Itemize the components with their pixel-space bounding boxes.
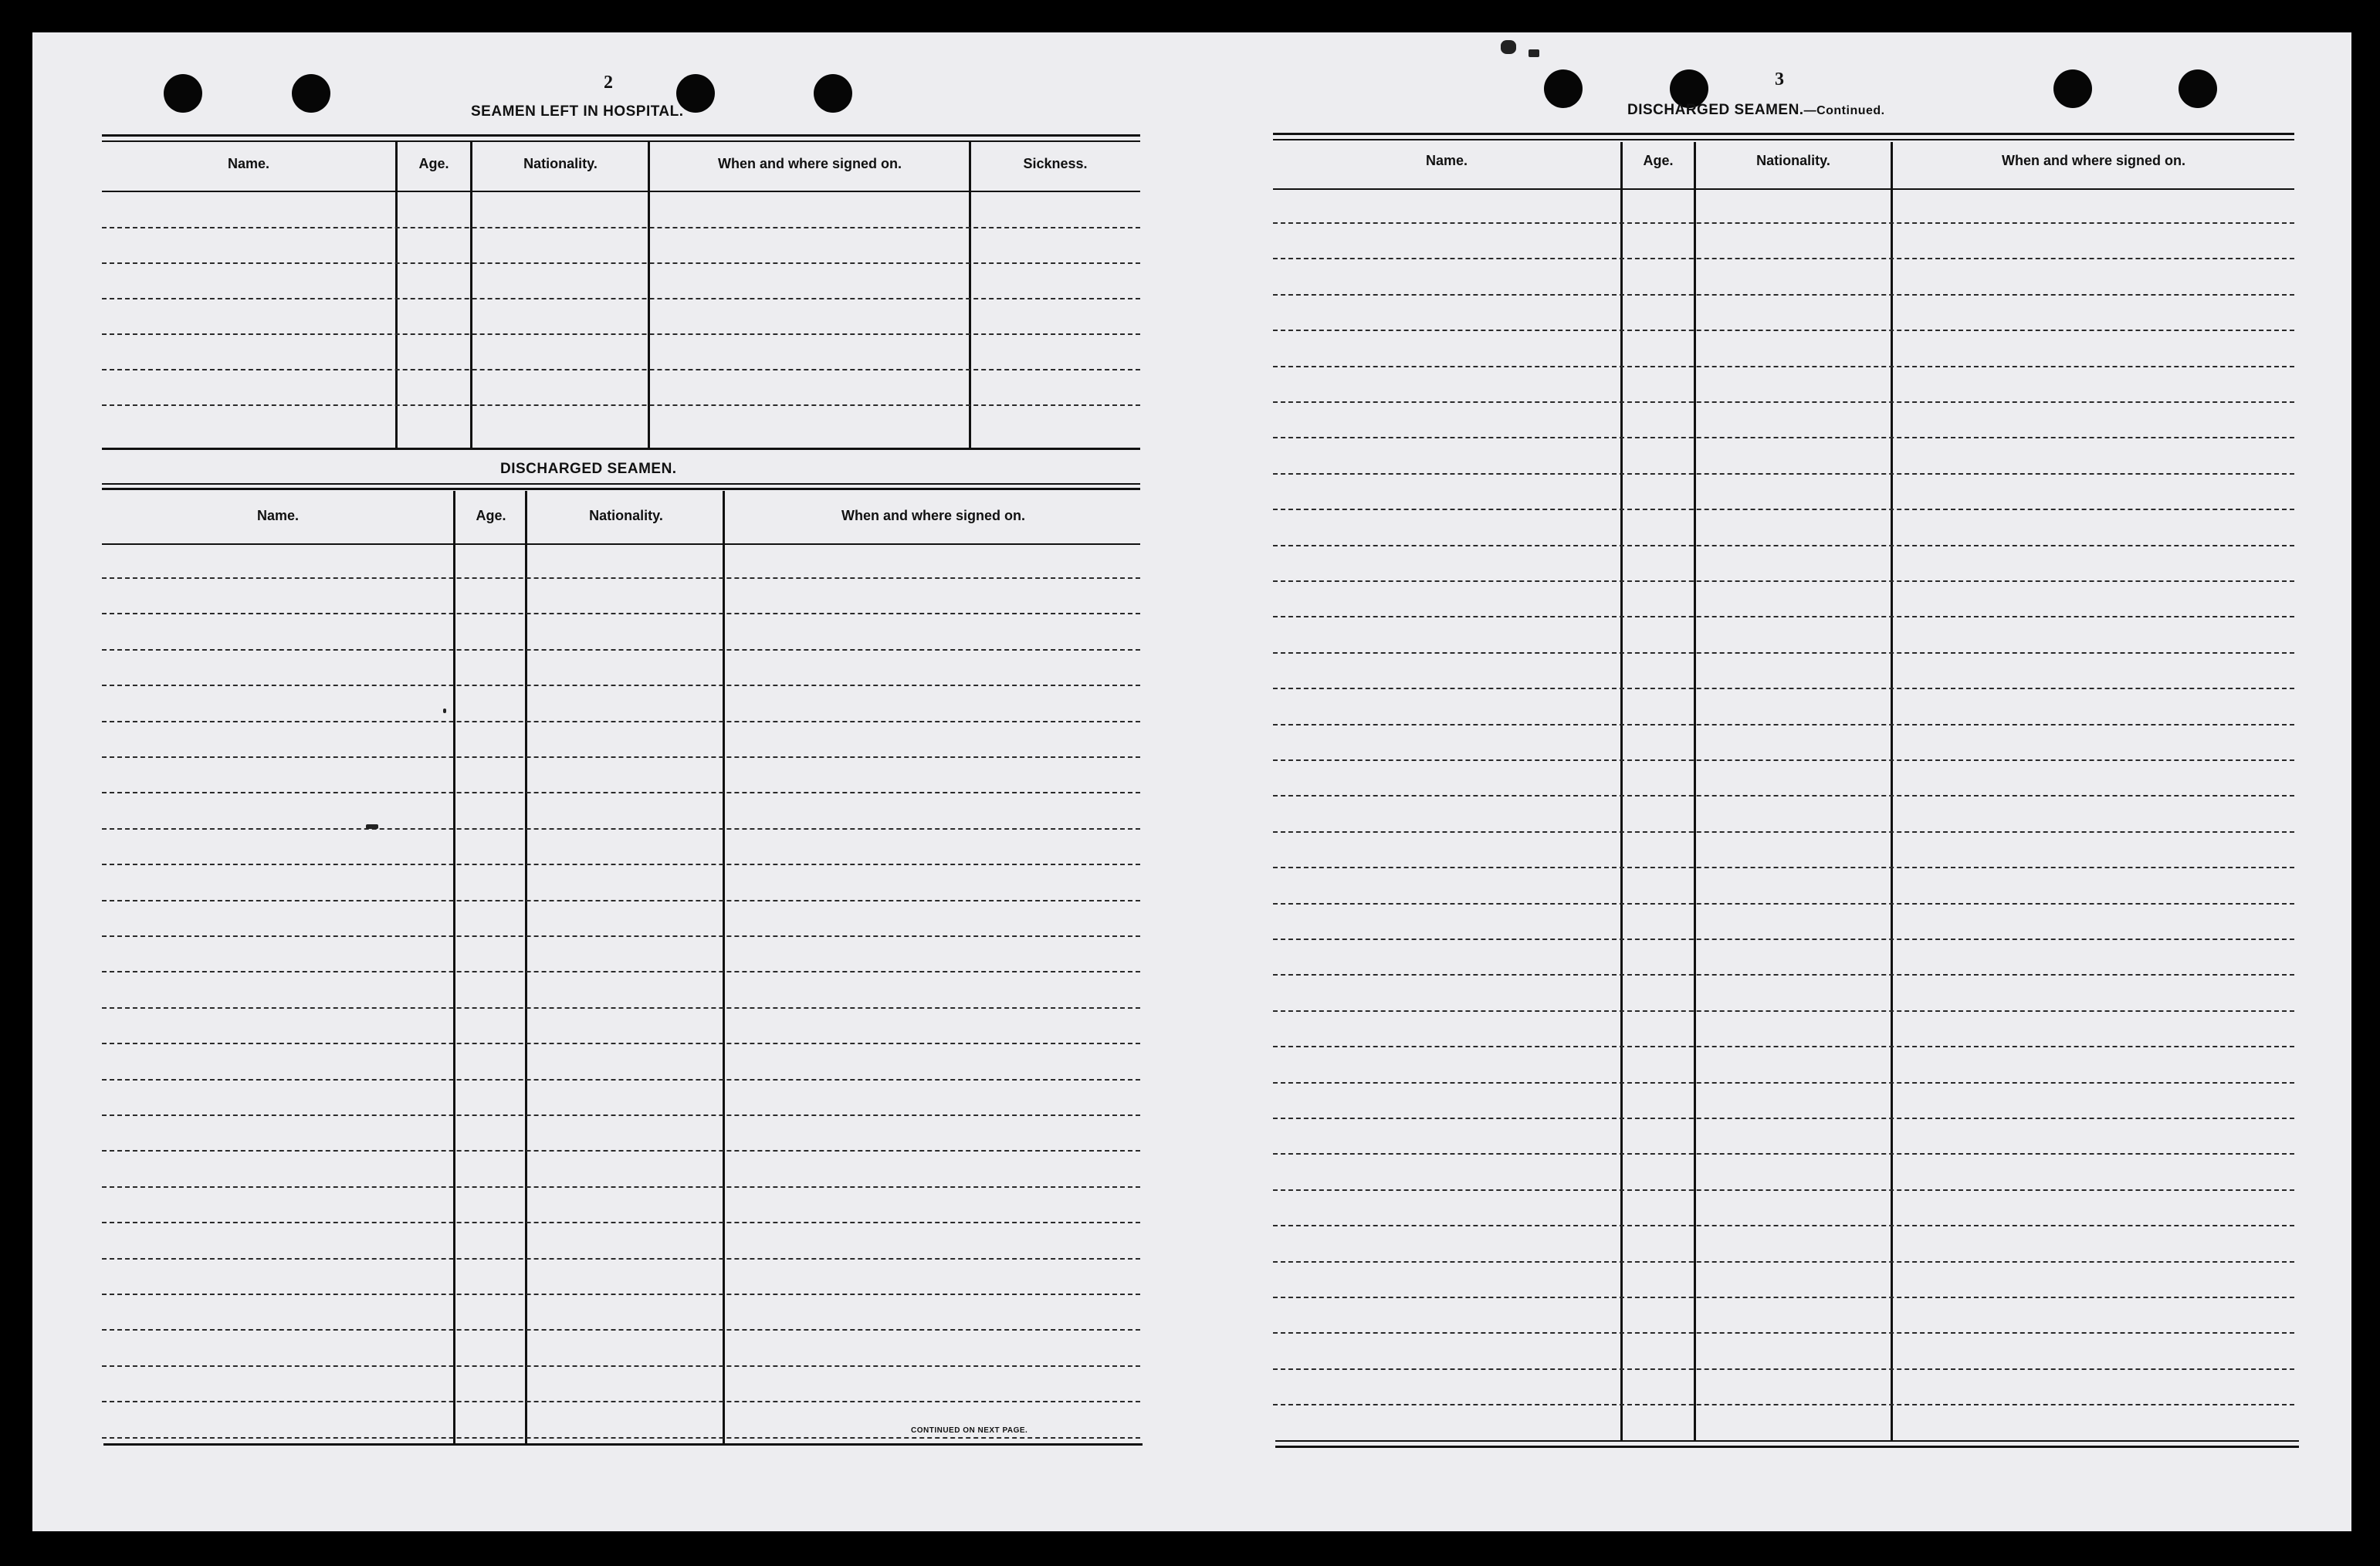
blank-entry-line xyxy=(102,1007,1140,1009)
blank-entry-line xyxy=(102,721,1140,722)
blank-entry-line xyxy=(1273,580,2294,582)
punch-hole xyxy=(814,74,852,113)
title-text: DISCHARGED SEAMEN. xyxy=(1627,102,1804,118)
table-top-rule xyxy=(1273,133,2294,135)
blank-entry-line xyxy=(102,756,1140,758)
column-divider xyxy=(723,491,725,1443)
column-header-signed-on: When and where signed on. xyxy=(717,156,902,171)
ink-speck xyxy=(1501,40,1516,54)
blank-entry-line xyxy=(1273,545,2294,546)
blank-entry-line xyxy=(1273,330,2294,331)
header-underline xyxy=(102,543,1140,545)
blank-entry-line xyxy=(102,1114,1140,1116)
blank-entry-line xyxy=(1273,1082,2294,1084)
page-number: 2 xyxy=(604,73,613,93)
blank-entry-line xyxy=(1273,1153,2294,1155)
blank-entry-line xyxy=(102,369,1140,370)
blank-entry-line xyxy=(102,971,1140,972)
punch-hole xyxy=(164,74,202,113)
blank-entry-line xyxy=(1273,1404,2294,1405)
left-page xyxy=(32,32,1190,1531)
column-divider xyxy=(470,142,472,449)
blank-entry-line xyxy=(102,1222,1140,1223)
column-header-sickness: Sickness. xyxy=(1023,156,1088,171)
column-header-age: Age. xyxy=(476,508,506,523)
blank-entry-line xyxy=(102,1186,1140,1188)
blank-entry-line xyxy=(1273,1261,2294,1263)
column-divider xyxy=(969,142,971,449)
table-top-rule xyxy=(102,140,1140,142)
blank-entry-line xyxy=(1273,831,2294,833)
column-divider xyxy=(453,491,455,1443)
punch-hole xyxy=(2053,69,2092,108)
blank-entry-line xyxy=(1273,1368,2294,1370)
table-bottom-rule xyxy=(1275,1440,2299,1442)
column-header-nationality: Nationality. xyxy=(1756,153,1830,168)
column-header-name: Name. xyxy=(1425,153,1468,168)
blank-entry-line xyxy=(1273,652,2294,654)
column-header-signed-on: When and where signed on. xyxy=(2001,153,2186,168)
blank-entry-line xyxy=(102,1401,1140,1402)
discharged-continued-title xyxy=(1627,102,1885,119)
table-top-rule xyxy=(102,488,1140,490)
blank-entry-line xyxy=(102,1043,1140,1044)
blank-entry-line xyxy=(102,577,1140,579)
column-divider xyxy=(1891,142,1893,1442)
blank-entry-line xyxy=(1273,294,2294,296)
punch-hole xyxy=(292,74,330,113)
ledger-sheet xyxy=(32,32,2351,1531)
blank-entry-line xyxy=(1273,1118,2294,1119)
blank-entry-line xyxy=(1273,222,2294,224)
punch-hole xyxy=(1544,69,1583,108)
blank-entry-line xyxy=(102,1079,1140,1081)
blank-entry-line xyxy=(1273,1225,2294,1226)
blank-entry-line xyxy=(102,685,1140,686)
blank-entry-line xyxy=(1273,1332,2294,1334)
hospital-section-title: SEAMEN LEFT IN HOSPITAL. xyxy=(471,103,684,120)
blank-entry-line xyxy=(102,1150,1140,1152)
blank-entry-line xyxy=(1273,724,2294,726)
blank-entry-line xyxy=(102,333,1140,335)
blank-entry-line xyxy=(1273,974,2294,976)
blank-entry-line xyxy=(1273,795,2294,797)
column-divider xyxy=(1694,142,1696,1442)
blank-entry-line xyxy=(1273,1010,2294,1012)
header-underline xyxy=(102,191,1140,192)
table-top-rule xyxy=(1273,139,2294,140)
table-bottom-rule xyxy=(103,1443,1143,1446)
table-bottom-rule xyxy=(1275,1446,2299,1448)
blank-entry-line xyxy=(1273,688,2294,689)
column-header-nationality: Nationality. xyxy=(589,508,663,523)
ink-speck xyxy=(443,709,446,713)
ink-speck xyxy=(1529,49,1539,57)
blank-entry-line xyxy=(1273,867,2294,868)
blank-entry-line xyxy=(102,1294,1140,1295)
column-divider xyxy=(395,142,398,449)
blank-entry-line xyxy=(1273,759,2294,761)
title-continued: —Continued. xyxy=(1803,104,1885,117)
blank-entry-line xyxy=(102,1437,1140,1439)
blank-entry-line xyxy=(102,404,1140,406)
punch-hole xyxy=(2179,69,2217,108)
column-header-signed-on: When and where signed on. xyxy=(841,508,1026,523)
blank-entry-line xyxy=(102,792,1140,793)
blank-entry-line xyxy=(1273,616,2294,617)
blank-entry-line xyxy=(102,1365,1140,1367)
blank-entry-line xyxy=(1273,401,2294,403)
column-divider xyxy=(1620,142,1623,1442)
column-header-name: Name. xyxy=(227,156,270,171)
blank-entry-line xyxy=(102,900,1140,901)
continued-footnote: CONTINUED ON NEXT PAGE. xyxy=(911,1426,1028,1435)
blank-entry-line xyxy=(1273,903,2294,905)
blank-entry-line xyxy=(1273,366,2294,367)
blank-entry-line xyxy=(102,935,1140,937)
blank-entry-line xyxy=(1273,509,2294,510)
blank-entry-line xyxy=(1273,939,2294,940)
discharged-section-title: DISCHARGED SEAMEN. xyxy=(500,461,677,477)
column-header-nationality: Nationality. xyxy=(523,156,598,171)
page-number: 3 xyxy=(1775,69,1784,90)
blank-entry-line xyxy=(1273,473,2294,475)
blank-entry-line xyxy=(102,649,1140,651)
blank-entry-line xyxy=(102,864,1140,865)
blank-entry-line xyxy=(1273,1046,2294,1047)
blank-entry-line xyxy=(1273,258,2294,259)
table-bottom-rule xyxy=(102,448,1140,450)
blank-entry-line xyxy=(102,613,1140,614)
column-divider xyxy=(648,142,650,449)
blank-entry-line xyxy=(1273,1297,2294,1298)
header-underline xyxy=(1273,188,2294,190)
blank-entry-line xyxy=(1273,1189,2294,1191)
column-divider xyxy=(525,491,527,1443)
column-header-name: Name. xyxy=(256,508,300,523)
table-top-rule xyxy=(102,483,1140,485)
column-header-age: Age. xyxy=(418,156,449,171)
blank-entry-line xyxy=(1273,437,2294,438)
table-top-rule xyxy=(102,134,1140,137)
blank-entry-line xyxy=(102,262,1140,264)
blank-entry-line xyxy=(102,298,1140,299)
blank-entry-line xyxy=(102,828,1140,830)
right-page xyxy=(1190,32,2351,1531)
blank-entry-line xyxy=(102,1258,1140,1260)
blank-entry-line xyxy=(102,227,1140,228)
blank-entry-line xyxy=(102,1329,1140,1331)
column-header-age: Age. xyxy=(1643,153,1674,168)
ink-speck xyxy=(366,824,378,829)
